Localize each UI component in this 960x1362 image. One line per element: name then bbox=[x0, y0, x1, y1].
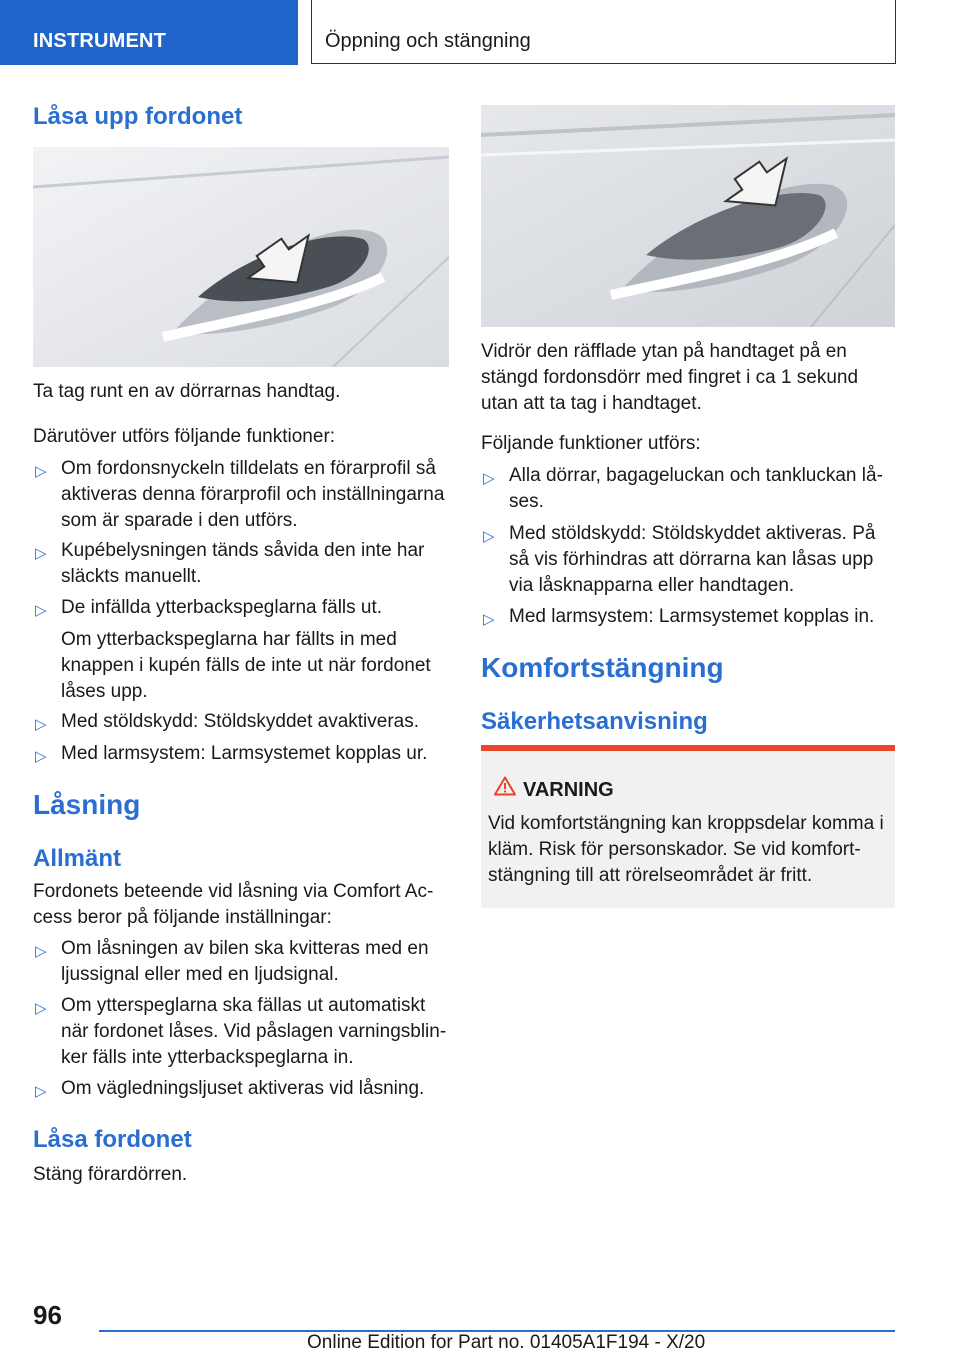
list-item bbox=[33, 936, 449, 988]
list-item bbox=[33, 709, 449, 735]
bullet-triangle-icon: ▷ bbox=[35, 545, 47, 562]
heading-unlock: Låsa upp fordonet bbox=[33, 103, 243, 130]
chapter-title: Öppning och stängning bbox=[325, 30, 531, 52]
list-item-text: Med stöldskydd: Stöldskyddet avaktiveras. bbox=[61, 711, 420, 732]
page-number: 96 bbox=[33, 1300, 62, 1330]
door-handle-photo-lock bbox=[481, 105, 895, 327]
list-item bbox=[33, 538, 449, 590]
warning-triangle-icon bbox=[494, 776, 516, 796]
paragraph-lock: Stäng förardörren. bbox=[33, 1164, 188, 1185]
list-item-text: Med larmsystem: Larmsystemet kopplas ur. bbox=[61, 743, 428, 764]
footer-edition: Online Edition for Part no. 01405A1F194 - X/20 bbox=[307, 1332, 706, 1353]
warning-title: VARNING bbox=[523, 779, 614, 801]
warning-text: Vid komfortstängning kan kroppsdelar komma i kläm. Risk för personskador. Se vid komfort-stängning till att rörelseområdet är fritt. bbox=[488, 813, 884, 886]
bullet-triangle-icon: ▷ bbox=[35, 1000, 47, 1017]
list-item bbox=[33, 741, 449, 767]
bullet-triangle-icon: ▷ bbox=[35, 716, 47, 733]
list-item-text: Kupébelysningen tänds såvida den inte har släckts manuellt. bbox=[61, 540, 425, 587]
paragraph-functions: Följande funktioner utförs: bbox=[481, 433, 701, 454]
paragraph-general: Fordonets beteende vid låsning via Comfort Ac-cess beror på följande inställningar: bbox=[33, 881, 434, 928]
door-handle-illustration bbox=[33, 147, 449, 367]
mirror-note: Om ytterbackspeglarna har fällts in med knappen i kupén fälls de inte ut när fordonet låses upp. bbox=[61, 629, 431, 702]
warning-box bbox=[481, 745, 895, 908]
section-title: INSTRUMENT bbox=[33, 30, 167, 52]
list-item bbox=[33, 993, 449, 1071]
bullet-triangle-icon: ▷ bbox=[483, 528, 495, 545]
bullet-triangle-icon: ▷ bbox=[483, 611, 495, 628]
bullet-triangle-icon: ▷ bbox=[35, 943, 47, 960]
list-item-text: De infällda ytterbackspeglarna fälls ut. bbox=[61, 597, 383, 618]
heading-safety-note: Säkerhetsanvisning bbox=[481, 708, 708, 735]
paragraph-touch: Vidrör den räfflade ytan på handtaget på en stängd fordonsdörr med fingret i ca 1 sekund utan att ta tag i handtaget. bbox=[481, 341, 859, 414]
list-item bbox=[481, 604, 895, 630]
list-item bbox=[481, 463, 895, 515]
list-item-text: Med larmsystem: Larmsystemet kopplas in. bbox=[509, 606, 875, 627]
list-item-text: Om ytterspeglarna ska fällas ut automatiskt när fordonet låses. Vid påslagen varningsblin-ker fälls inte ytterbackspeglarna in. bbox=[61, 995, 447, 1068]
list-item bbox=[33, 456, 449, 534]
list-item-text: Om vägledningsljuset aktiveras vid låsning. bbox=[61, 1078, 425, 1099]
list-item-text: Om fordonsnyckeln tilldelats en förarprofil så aktiveras denna förarprofil och inställningarna som är sparade i den utförs. bbox=[61, 458, 445, 531]
heading-lock-vehicle: Låsa fordonet bbox=[33, 1126, 192, 1153]
heading-comfort-closing: Komfortstängning bbox=[481, 652, 724, 683]
door-handle-illustration bbox=[481, 105, 895, 327]
bullet-triangle-icon: ▷ bbox=[35, 1083, 47, 1100]
bullet-triangle-icon: ▷ bbox=[35, 748, 47, 765]
door-handle-photo-unlock bbox=[33, 147, 449, 367]
bullet-triangle-icon: ▷ bbox=[35, 463, 47, 480]
list-item-text: Om låsningen av bilen ska kvitteras med en ljussignal eller med en ljudsignal. bbox=[61, 938, 429, 985]
section-tab bbox=[0, 0, 298, 65]
paragraph-grip: Ta tag runt en av dörrarnas handtag. bbox=[33, 381, 341, 402]
list-item bbox=[33, 1076, 449, 1102]
list-item-text: Alla dörrar, bagageluckan och tankluckan lå-ses. bbox=[509, 465, 883, 512]
paragraph-also: Därutöver utförs följande funktioner: bbox=[33, 426, 336, 447]
list-item-text: Med stöldskydd: Stöldskyddet aktiveras. På så vis förhindras att dörrarna kan låsas upp via låsknapparna eller handtagen. bbox=[509, 523, 876, 596]
bullet-triangle-icon: ▷ bbox=[35, 602, 47, 619]
chapter-header bbox=[311, 0, 896, 64]
bullet-triangle-icon: ▷ bbox=[483, 470, 495, 487]
list-item bbox=[33, 595, 449, 705]
list-item bbox=[481, 521, 895, 599]
heading-locking: Låsning bbox=[33, 789, 141, 820]
heading-general: Allmänt bbox=[33, 845, 122, 872]
